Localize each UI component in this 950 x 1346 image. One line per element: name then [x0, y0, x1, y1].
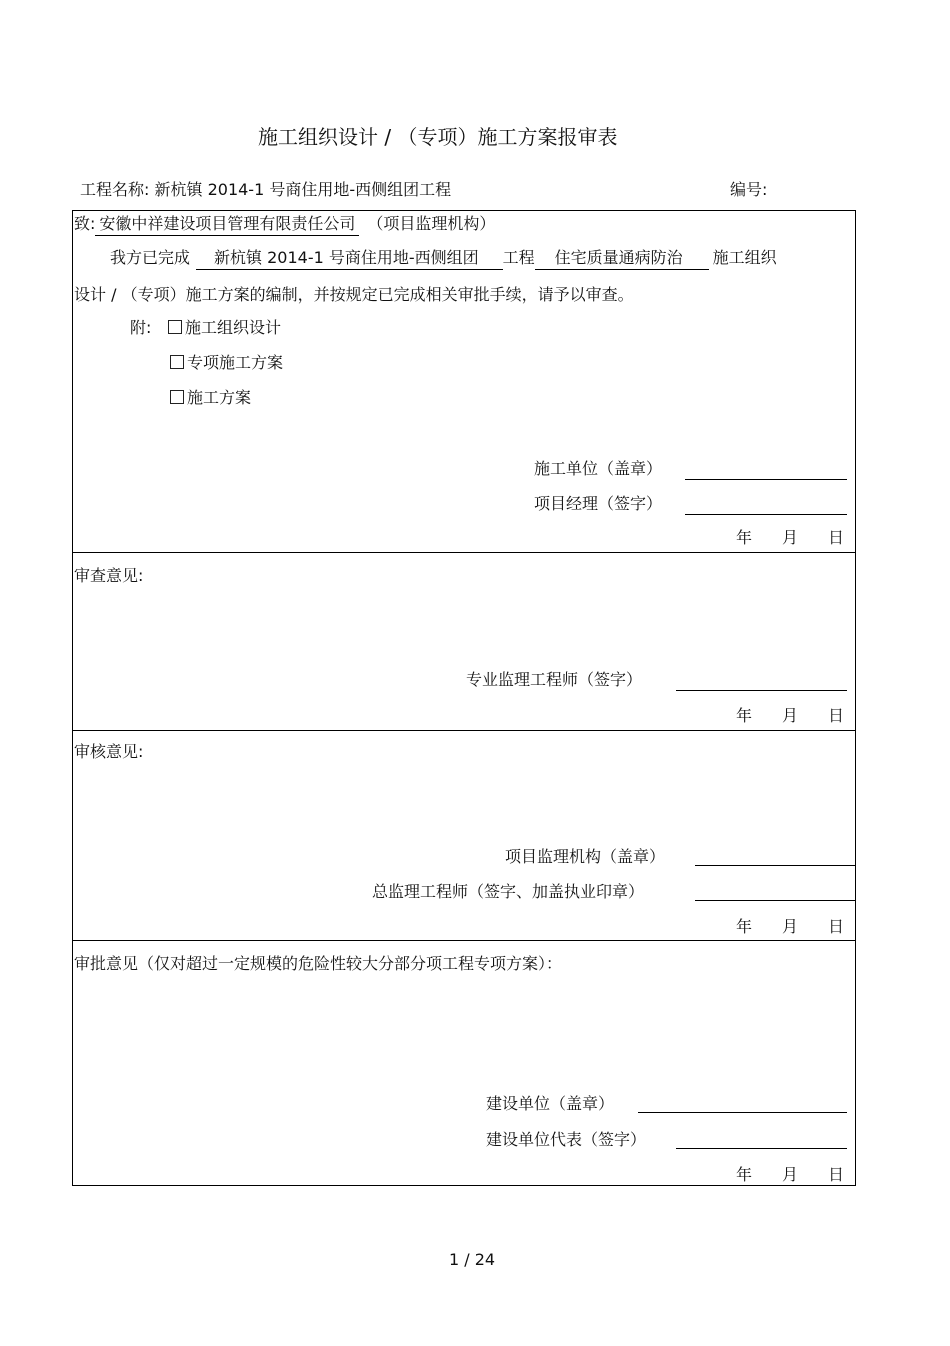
- statement-project: 新杭镇 2014-1 号商住用地-西侧组团: [196, 248, 503, 270]
- audit-opinion-label: 审核意见:: [74, 742, 144, 761]
- statement-item: 住宅质量通病防治: [535, 248, 709, 270]
- addressee-row: [74, 214, 495, 236]
- divider: [72, 552, 856, 553]
- review-opinion-label: 审查意见:: [74, 566, 144, 585]
- page-title: 施工组织设计 / （专项）施工方案报审表: [258, 125, 618, 149]
- statement-a: 我方已完成: [110, 248, 191, 267]
- sign-owner-unit: 建设单位（盖章）: [486, 1094, 615, 1113]
- sign-supervising-engineer: 专业监理工程师（签字）: [466, 670, 643, 689]
- date-row: 年 月 日: [736, 528, 845, 547]
- attach-item: 施工方案: [170, 388, 251, 408]
- sign-project-manager: 项目经理（签字）: [534, 494, 663, 513]
- date-row: 年 月 日: [736, 1165, 845, 1184]
- date-row: 年 月 日: [736, 917, 845, 936]
- statement-line-2: 设计 / （专项）施工方案的编制，并按规定已完成相关审批手续，请予以审查。: [74, 285, 634, 304]
- signature-line[interactable]: [685, 514, 847, 515]
- sign-owner-rep: 建设单位代表（签字）: [486, 1130, 647, 1149]
- attach-label: 附:: [130, 318, 152, 337]
- to-label: 致:: [74, 214, 96, 233]
- to-org: 安徽中祥建设项目管理有限责任公司: [95, 214, 359, 236]
- divider: [72, 940, 856, 941]
- page-number: 1 / 24: [449, 1250, 496, 1269]
- sign-supervision-org: 项目监理机构（盖章）: [505, 847, 666, 866]
- sign-chief-engineer: 总监理工程师（签字、加盖执业印章）: [372, 882, 645, 901]
- project-name-row: [80, 180, 451, 200]
- approval-opinion-label: 审批意见（仅对超过一定规模的危险性较大分部分项工程专项方案）：: [74, 954, 563, 973]
- signature-line[interactable]: [676, 690, 847, 691]
- project-label: 工程名称:: [80, 180, 150, 199]
- date-row: 年 月 日: [736, 706, 845, 725]
- signature-line[interactable]: [685, 479, 847, 480]
- signature-line[interactable]: [695, 865, 856, 866]
- checkbox-icon[interactable]: [170, 355, 184, 369]
- project-name: 新杭镇 2014-1 号商住用地-西侧组团工程: [154, 180, 452, 199]
- signature-line[interactable]: [695, 900, 856, 901]
- attach-item: 专项施工方案: [170, 353, 283, 373]
- statement-line-1: [110, 248, 777, 270]
- statement-b: 工程: [502, 248, 535, 267]
- signature-line[interactable]: [676, 1148, 847, 1149]
- checkbox-icon[interactable]: [168, 320, 182, 334]
- checkbox-icon[interactable]: [170, 390, 184, 404]
- sign-construction-unit: 施工单位（盖章）: [534, 459, 663, 478]
- signature-line[interactable]: [638, 1112, 847, 1113]
- statement-c: 施工组织: [712, 248, 777, 267]
- number-label: 编号:: [730, 180, 768, 199]
- divider: [72, 730, 856, 731]
- attach-item: 施工组织设计: [168, 318, 281, 338]
- to-suffix: （项目监理机构）: [367, 214, 496, 233]
